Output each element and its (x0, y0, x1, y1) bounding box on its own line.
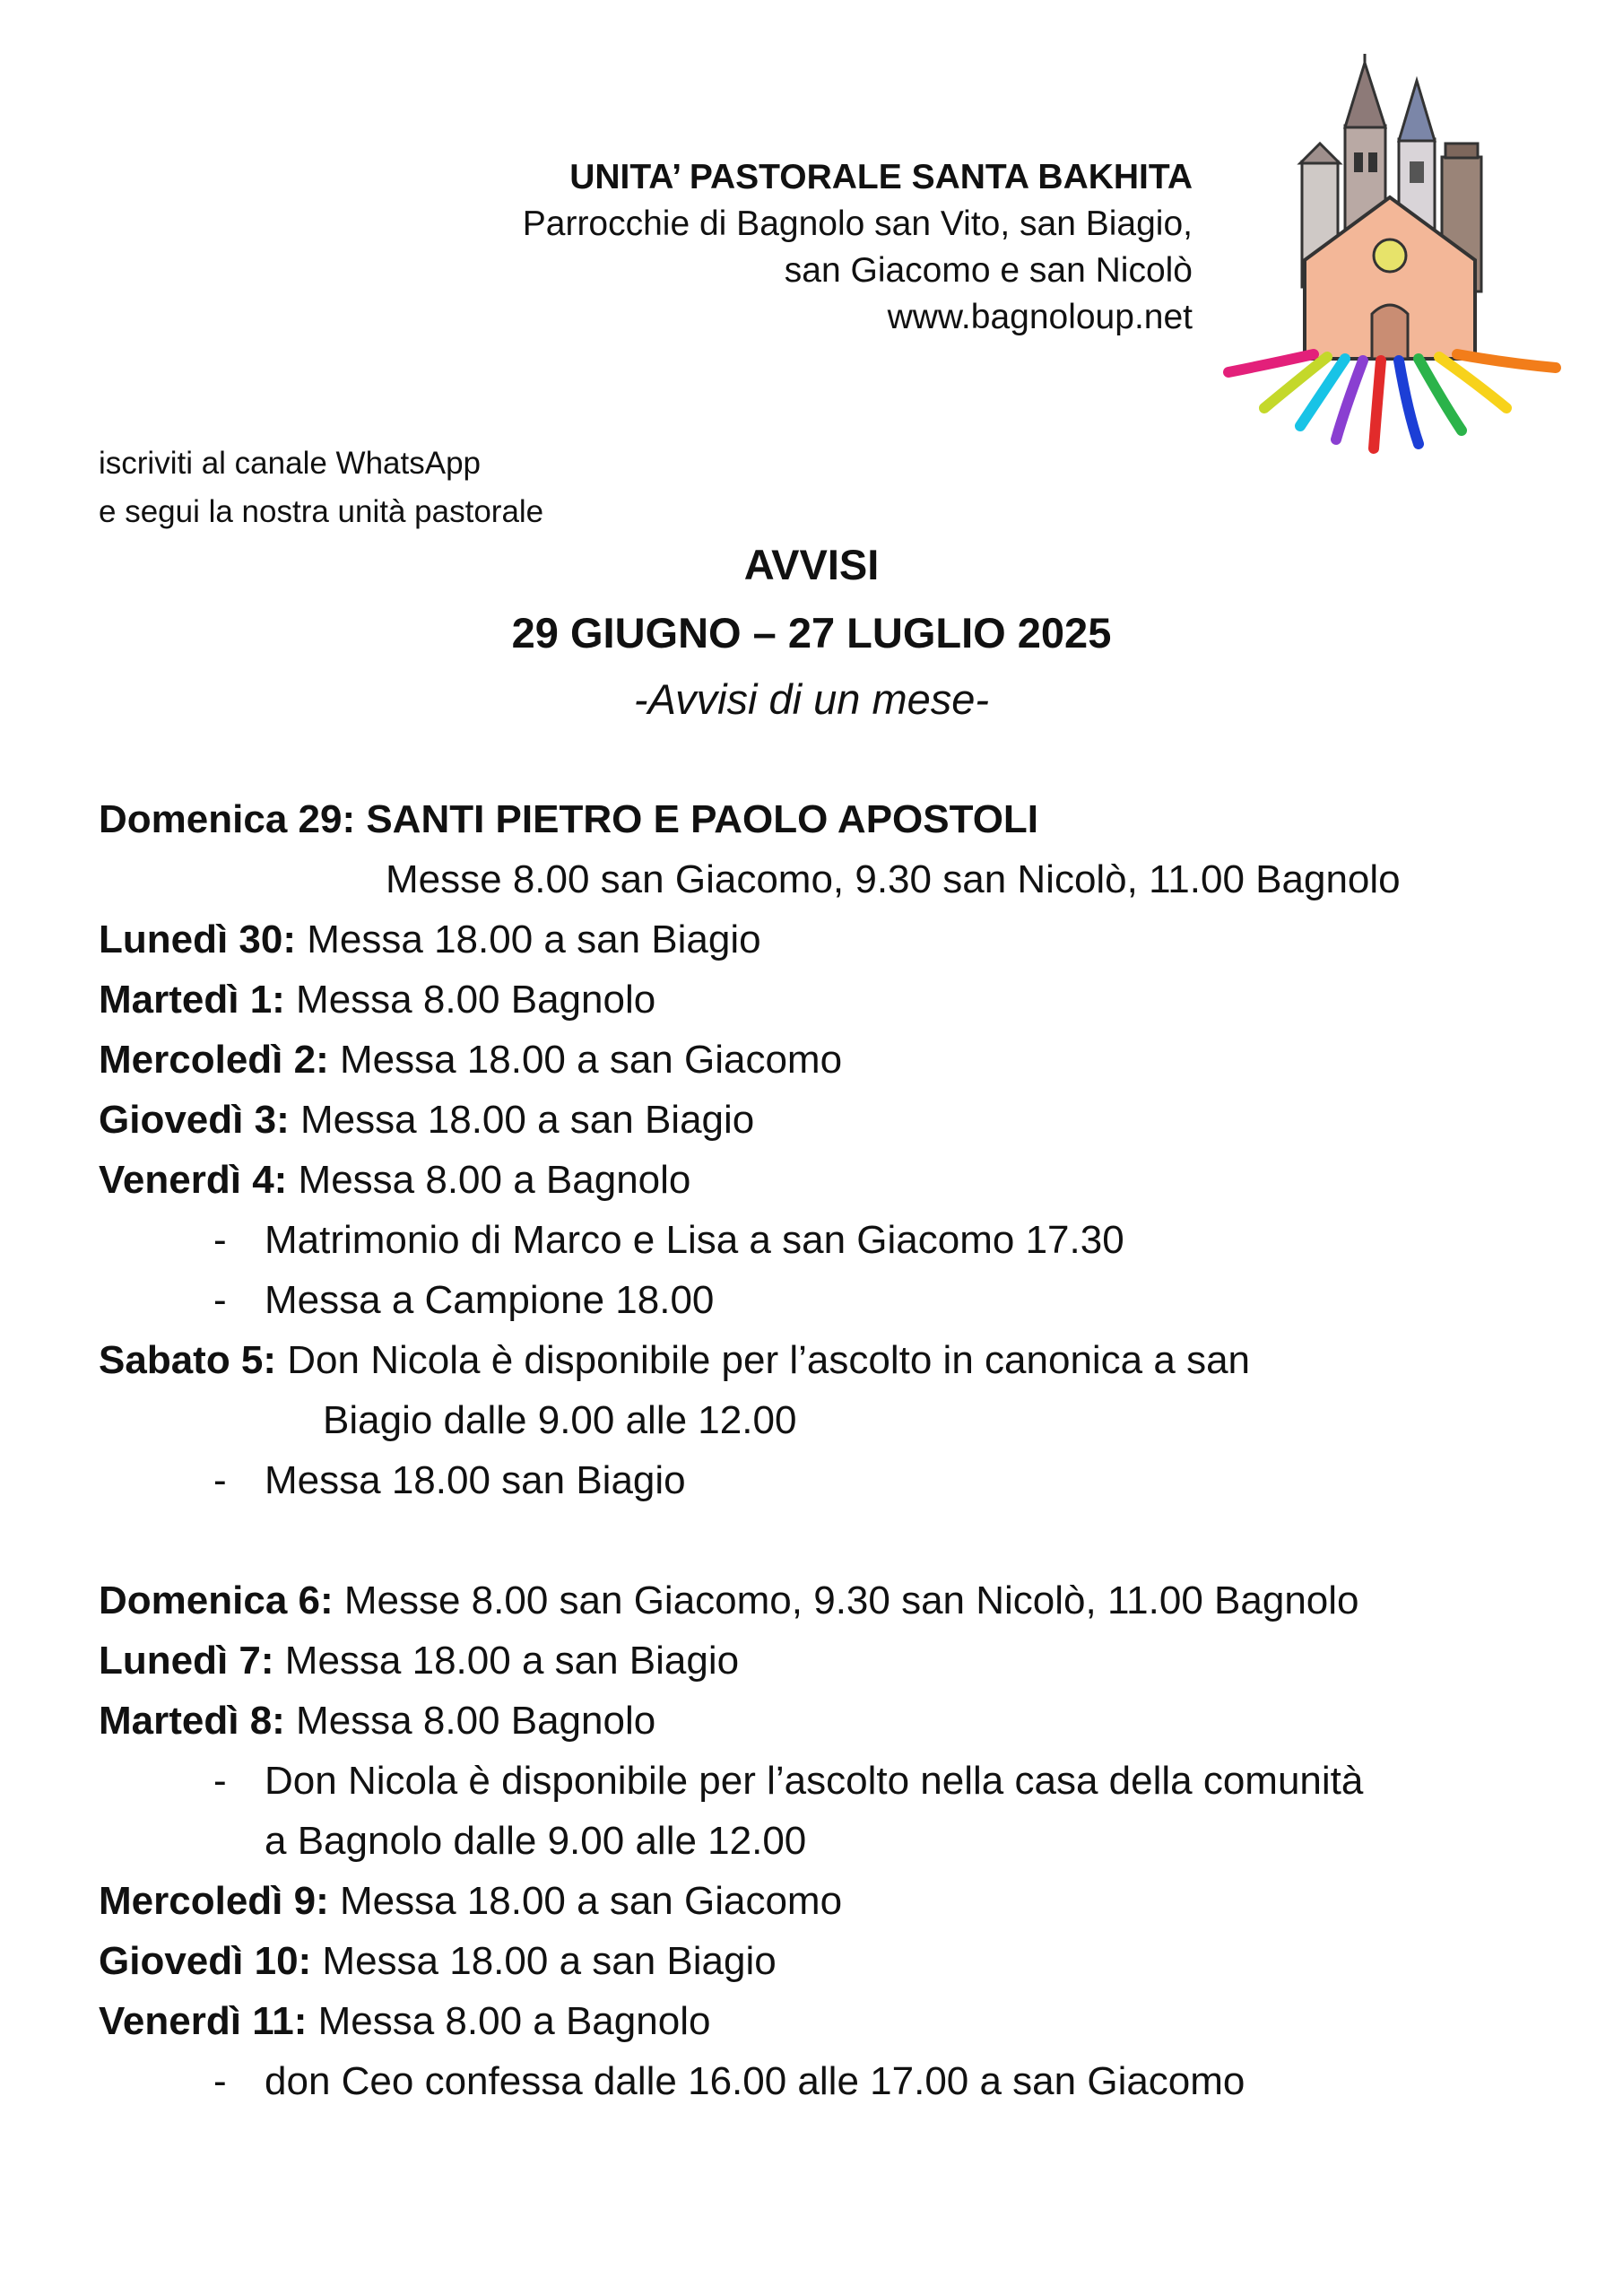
whatsapp-line-2: e segui la nostra unità pastorale (99, 494, 544, 529)
bullet-text: Messa a Campione 18.00 (265, 1278, 715, 1322)
bullet-dash: - (213, 1759, 227, 1803)
day-label: Domenica 29: (99, 797, 356, 841)
bullet-text: don Ceo confessa dalle 16.00 alle 17.00 a san Giacomo (265, 2059, 1245, 2103)
bullet-item (99, 1751, 1578, 1811)
entry-text: Messa 8.00 a Bagnolo (287, 1158, 691, 1202)
day-label: Giovedì 3: (99, 1098, 290, 1142)
parishes-line-2: san Giacomo e san Nicolò (784, 251, 1193, 290)
entry-text: Don Nicola è disponibile per l’ascolto in canonica a san (276, 1338, 1251, 1382)
day-label: Venerdì 4: (99, 1158, 288, 1202)
entry-domenica-29-masses: Messe 8.00 san Giacomo, 9.30 san Nicolò, 11.00 Bagnolo (386, 857, 1401, 901)
entry-lunedi-30 (99, 909, 1578, 970)
day-label: Martedì 8: (99, 1699, 285, 1743)
entry-venerdi-11 (99, 1991, 1578, 2051)
notice-list (99, 789, 1578, 2111)
entry-martedi-1 (99, 970, 1578, 1030)
entry-domenica-29 (99, 789, 1578, 849)
bullet-dash: - (213, 1218, 227, 1262)
notice-title-block (0, 531, 1623, 732)
bullet-dash: - (213, 2059, 227, 2103)
parish-header (523, 154, 1193, 341)
day-label: Domenica 6: (99, 1578, 334, 1622)
parish-name: UNITA’ PASTORALE SANTA BAKHITA (569, 158, 1193, 196)
bullet-dash: - (213, 1278, 227, 1322)
entry-text: Messa 8.00 Bagnolo (284, 978, 656, 1022)
day-label: Giovedì 10: (99, 1939, 312, 1983)
entry-text: Messa 18.00 a san Giacomo (328, 1879, 843, 1923)
entry-mercoledi-2 (99, 1030, 1578, 1090)
church-logo-illustration (1219, 54, 1569, 457)
entry-text: Messa 18.00 a san Giacomo (328, 1038, 843, 1082)
entry-sabato-5 (99, 1330, 1578, 1390)
website-link[interactable]: www.bagnoloup.net (887, 298, 1193, 336)
entry-lunedi-7 (99, 1631, 1578, 1691)
whatsapp-line-1: iscriviti al canale WhatsApp (99, 446, 481, 481)
whatsapp-invite (99, 439, 543, 536)
entry-text: Messa 8.00 Bagnolo (284, 1699, 656, 1743)
bullet-item (99, 2051, 1578, 2111)
entry-text: Messa 18.00 a san Biagio (296, 918, 761, 961)
entry-text: Messa 18.00 a san Biagio (289, 1098, 755, 1142)
bullet-text: Don Nicola è disponibile per l’ascolto nella casa della comunità (265, 1759, 1364, 1803)
bullet-item (99, 1210, 1578, 1270)
parishes-line-1: Parrocchie di Bagnolo san Vito, san Biagio, (522, 204, 1193, 243)
day-label: Venerdì 11: (99, 1999, 308, 2043)
entry-text: Messe 8.00 san Giacomo, 9.30 san Nicolò, 11.00 Bagnolo (333, 1578, 1359, 1622)
day-label: Lunedì 30: (99, 918, 297, 961)
entry-text: Messa 8.00 a Bagnolo (307, 1999, 711, 2043)
day-label: Mercoledì 9: (99, 1879, 329, 1923)
bullet-item (99, 1270, 1578, 1330)
bullet-text: Matrimonio di Marco e Lisa a san Giacomo 17.30 (265, 1218, 1124, 1262)
notice-subtitle: -Avvisi di un mese- (633, 675, 990, 723)
parish-logo (1219, 54, 1569, 457)
notice-date-range: 29 GIUGNO – 27 LUGLIO 2025 (511, 609, 1112, 657)
notice-heading: AVVISI (743, 541, 880, 588)
entry-text: Messa 18.00 a san Biagio (311, 1939, 777, 1983)
day-label: Mercoledì 2: (99, 1038, 329, 1082)
entry-martedi-8 (99, 1691, 1578, 1751)
entry-giovedi-3 (99, 1090, 1578, 1150)
feast-title: SANTI PIETRO E PAOLO APOSTOLI (355, 797, 1039, 841)
entry-venerdi-4 (99, 1150, 1578, 1210)
bullet-continued: a Bagnolo dalle 9.00 alle 12.00 (265, 1819, 807, 1863)
entry-domenica-6 (99, 1570, 1578, 1631)
bullet-dash: - (213, 1458, 227, 1502)
day-label: Sabato 5: (99, 1338, 277, 1382)
day-label: Lunedì 7: (99, 1639, 274, 1683)
section-gap (99, 1510, 1578, 1570)
bullet-text: Messa 18.00 san Biagio (265, 1458, 686, 1502)
entry-mercoledi-9 (99, 1871, 1578, 1931)
entry-sabato-5-continued: Biagio dalle 9.00 alle 12.00 (323, 1398, 797, 1442)
bullet-item (99, 1450, 1578, 1510)
entry-text: Messa 18.00 a san Biagio (273, 1639, 740, 1683)
day-label: Martedì 1: (99, 978, 285, 1022)
entry-giovedi-10 (99, 1931, 1578, 1991)
